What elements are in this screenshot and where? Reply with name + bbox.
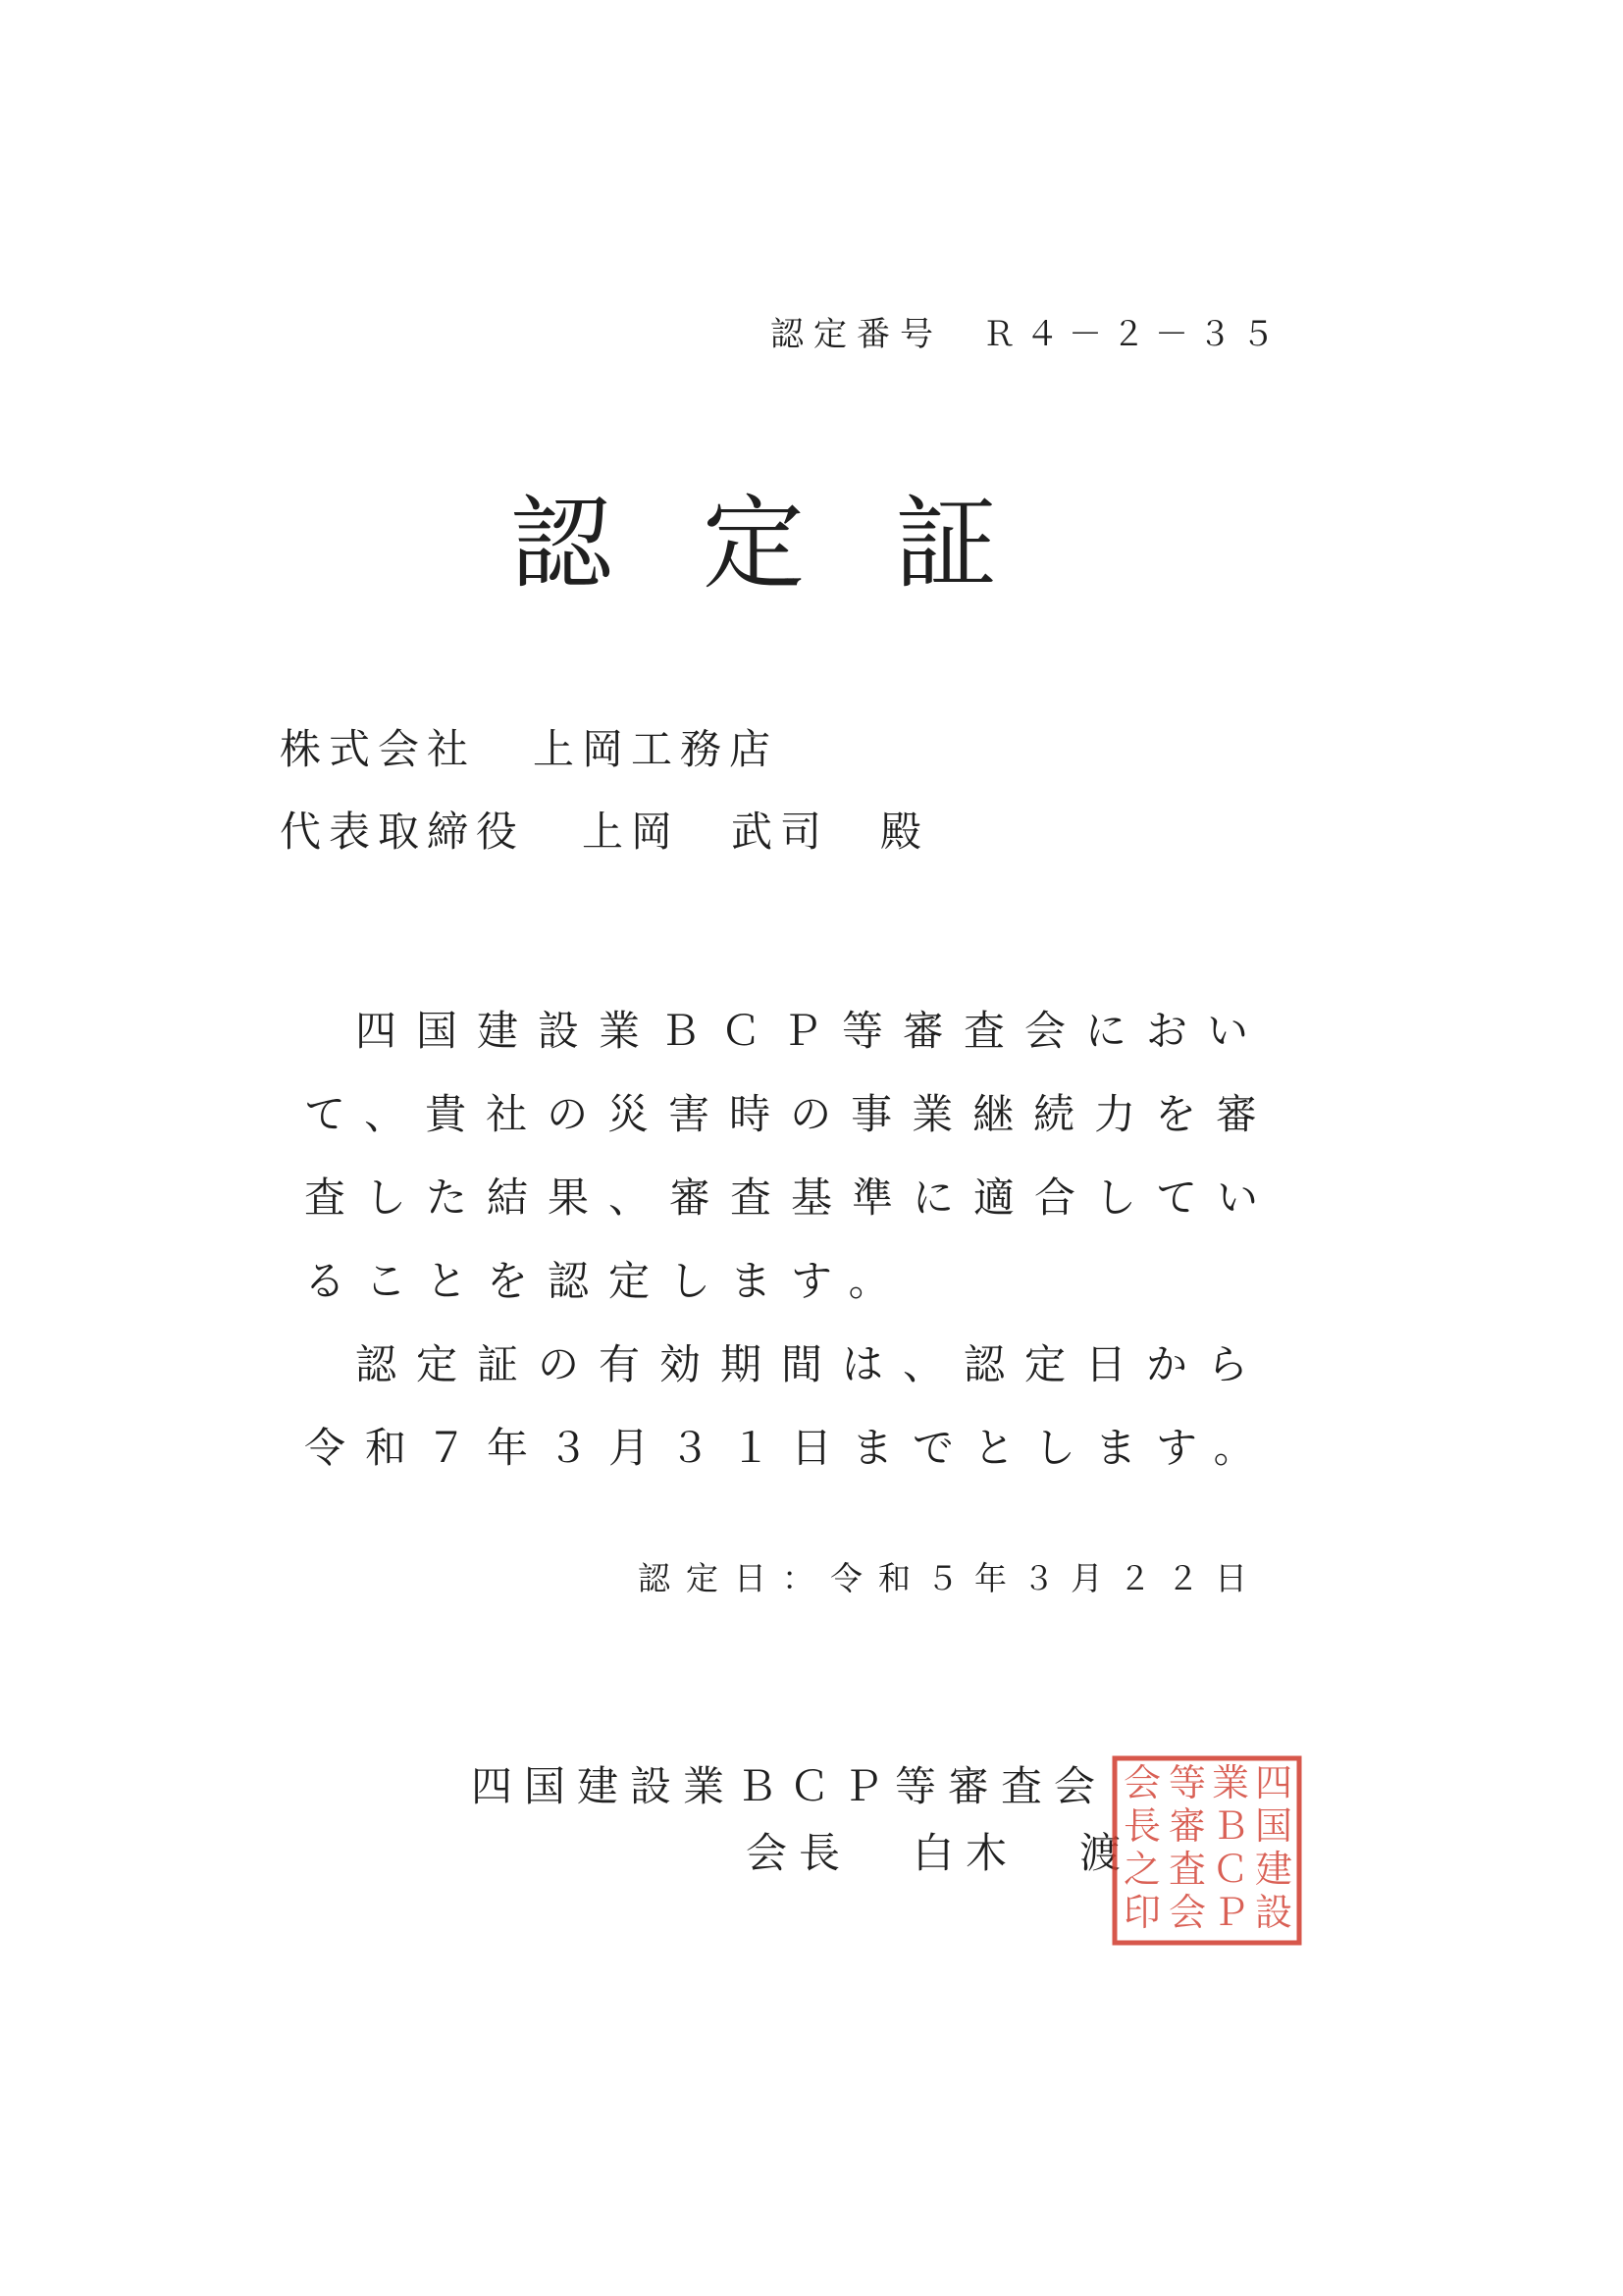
- company-type: 株式会社: [280, 725, 477, 773]
- recipient-given-name: 武司: [731, 808, 830, 856]
- seal-icon: [1111, 1754, 1303, 1947]
- svg-text:Ｂ: Ｂ: [1211, 1804, 1250, 1848]
- certificate-number-label: 認定番号: [770, 315, 943, 354]
- recipient-block: [280, 708, 929, 873]
- svg-text:四: 四: [1254, 1761, 1293, 1804]
- certificate-title: 認定証: [510, 484, 1088, 603]
- recipient-honorific: 殿: [880, 808, 930, 856]
- chair-given-name: 渡: [1079, 1829, 1133, 1877]
- svg-text:審: 審: [1168, 1804, 1207, 1848]
- svg-text:設: 設: [1254, 1891, 1293, 1934]
- svg-text:業: 業: [1211, 1761, 1250, 1804]
- svg-text:国: 国: [1254, 1804, 1293, 1848]
- certification-date: 認定日：令和５年３月２２日: [638, 1559, 1263, 1597]
- recipient-position: 代表取締役: [280, 808, 526, 856]
- issuer-chair: [746, 1821, 1132, 1880]
- recipient-person: [280, 791, 929, 873]
- svg-text:印: 印: [1123, 1891, 1162, 1934]
- svg-text:Ｃ: Ｃ: [1211, 1848, 1250, 1891]
- certificate-number: [770, 307, 1284, 355]
- certificate-number-value: Ｒ４－２－３５: [982, 315, 1284, 354]
- official-seal-stamp: [1111, 1754, 1303, 1947]
- company-name: 上岡工務店: [533, 725, 779, 773]
- issuer-organization: 四国建設業ＢＣＰ等審査会: [471, 1762, 1108, 1810]
- chair-title: 会長: [746, 1829, 853, 1877]
- svg-text:会: 会: [1123, 1761, 1162, 1804]
- svg-text:会: 会: [1168, 1891, 1207, 1934]
- recipient-company: [280, 708, 929, 791]
- svg-text:長: 長: [1123, 1804, 1162, 1848]
- recipient-surname: 上岡: [582, 808, 681, 856]
- svg-text:等: 等: [1168, 1761, 1207, 1804]
- chair-family-name: 白木: [913, 1829, 1020, 1877]
- svg-text:建: 建: [1254, 1848, 1293, 1891]
- svg-text:之: 之: [1123, 1848, 1162, 1891]
- body-paragraph-2: 認定証の有効期間は、認定日から令和７年３月３１日までとします。: [304, 1340, 1275, 1472]
- svg-text:Ｐ: Ｐ: [1211, 1891, 1250, 1934]
- certificate-body: [304, 989, 1305, 1489]
- body-paragraph-1: 四国建設業ＢＣＰ等審査会において、貴社の災害時の事業継続力を審査した結果、審査基準に適合していることを認定します。: [304, 1007, 1279, 1305]
- svg-text:査: 査: [1168, 1848, 1207, 1891]
